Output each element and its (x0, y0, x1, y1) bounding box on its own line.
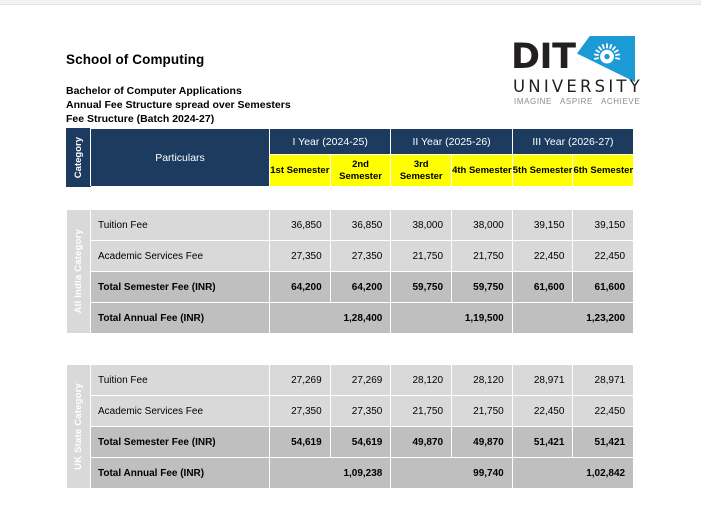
cell-value: 61,600 (512, 272, 573, 303)
year-header-1: I Year (2024-25) (270, 129, 391, 155)
fee-table-all-india-category (66, 209, 634, 334)
cell-value: 27,269 (330, 365, 391, 396)
row-label: Academic Services Fee (91, 241, 270, 272)
cell-value: 28,971 (573, 365, 634, 396)
viewer-top-strip (0, 0, 701, 5)
category-label: All India Category (73, 229, 84, 314)
cell-value: 61,600 (573, 272, 634, 303)
cell-value: 59,750 (391, 272, 452, 303)
cell-value: 54,619 (270, 427, 331, 458)
annual-cell-value: 99,740 (391, 458, 512, 489)
cell-value: 27,350 (270, 396, 331, 427)
annual-row-label: Total Annual Fee (INR) (91, 458, 270, 489)
row-label: Total Semester Fee (INR) (91, 427, 270, 458)
cell-value: 49,870 (391, 427, 452, 458)
particulars-header-cell: Particulars (91, 129, 270, 187)
logo-university-word: UNIVERSITY (513, 77, 643, 96)
cell-value: 21,750 (391, 241, 452, 272)
cell-value: 27,350 (330, 396, 391, 427)
cell-value: 51,421 (573, 427, 634, 458)
semester-header-5: 5th Semester (512, 155, 573, 187)
cell-value: 21,750 (452, 396, 513, 427)
logo-tagline (514, 97, 648, 106)
cell-value: 36,850 (270, 210, 331, 241)
semester-header-1: 1st Semester (270, 155, 331, 187)
row-label: Academic Services Fee (91, 396, 270, 427)
semester-header-4: 4th Semester (452, 155, 513, 187)
table-row-annual (67, 303, 634, 334)
table-row (67, 396, 634, 427)
category-header-cell (67, 129, 91, 187)
cell-value: 64,200 (330, 272, 391, 303)
annual-cell-value: 1,28,400 (270, 303, 391, 334)
annual-cell-value: 1,23,200 (512, 303, 633, 334)
table-row (67, 427, 634, 458)
cell-value: 39,150 (573, 210, 634, 241)
page-title: School of Computing (66, 52, 205, 67)
category-cell-all-india (67, 210, 91, 334)
cell-value: 22,450 (512, 241, 573, 272)
cell-value: 28,971 (512, 365, 573, 396)
cell-value: 64,200 (270, 272, 331, 303)
cell-value: 59,750 (452, 272, 513, 303)
cell-value: 27,350 (330, 241, 391, 272)
sun-gear-icon (589, 38, 625, 68)
cell-value: 49,870 (452, 427, 513, 458)
annual-row-label: Total Annual Fee (INR) (91, 303, 270, 334)
cell-value: 28,120 (452, 365, 513, 396)
tagline-aspire: ASPIRE (559, 97, 593, 106)
category-label: UK State Category (73, 383, 84, 470)
cell-value: 28,120 (391, 365, 452, 396)
table-row-annual (67, 458, 634, 489)
cell-value: 36,850 (330, 210, 391, 241)
document-subtitle-block (66, 84, 291, 127)
cell-value: 22,450 (573, 241, 634, 272)
fee-table-uk-state-category (66, 364, 634, 489)
cell-value: 38,000 (452, 210, 513, 241)
program-name: Bachelor of Computer Applications (66, 85, 242, 97)
cell-value: 22,450 (512, 396, 573, 427)
cell-value: 21,750 (452, 241, 513, 272)
cell-value: 51,421 (512, 427, 573, 458)
cell-value: 21,750 (391, 396, 452, 427)
semester-header-6: 6th Semester (573, 155, 634, 187)
cell-value: 27,269 (270, 365, 331, 396)
fee-table-header (66, 128, 634, 187)
row-label: Total Semester Fee (INR) (91, 272, 270, 303)
cell-value: 54,619 (330, 427, 391, 458)
category-cell-uk-state (67, 365, 91, 489)
batch-line: Fee Structure (Batch 2024-27) (66, 113, 215, 126)
semester-header-3: 3rd Semester (391, 155, 452, 187)
logo-wordmark: DIT (511, 37, 576, 77)
row-label: Tuition Fee (91, 210, 270, 241)
table-row (67, 210, 634, 241)
cell-value: 39,150 (512, 210, 573, 241)
annual-cell-value: 1,19,500 (391, 303, 512, 334)
year-header-3: III Year (2026-27) (512, 129, 633, 155)
table-row (67, 365, 634, 396)
table-row (67, 241, 634, 272)
row-label: Tuition Fee (91, 365, 270, 396)
logo-gear-badge (577, 36, 635, 82)
annual-cell-value: 1,02,842 (512, 458, 633, 489)
cell-value: 27,350 (270, 241, 331, 272)
semester-header-2: 2nd Semester (330, 155, 391, 187)
tagline-achieve: ACHIEVE (600, 97, 641, 106)
fee-structure-subtitle: Annual Fee Structure spread over Semesters (66, 99, 291, 112)
cell-value: 22,450 (573, 396, 634, 427)
category-header-label: Category (73, 136, 84, 179)
tagline-imagine: IMAGINE (514, 97, 552, 106)
annual-cell-value: 1,09,238 (270, 458, 391, 489)
cell-value: 38,000 (391, 210, 452, 241)
year-header-2: II Year (2025-26) (391, 129, 512, 155)
dit-university-logo (505, 36, 643, 108)
table-row (67, 272, 634, 303)
table-header-row-years (67, 129, 634, 155)
